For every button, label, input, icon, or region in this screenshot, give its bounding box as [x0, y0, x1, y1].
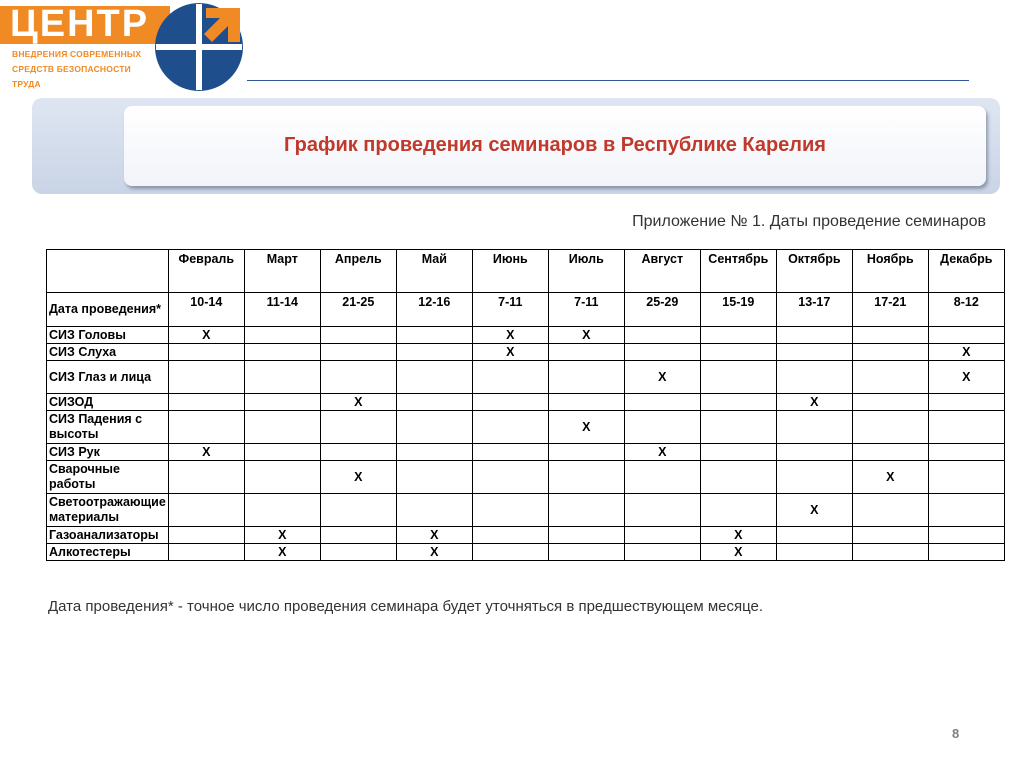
empty-cell	[472, 527, 548, 544]
empty-cell	[700, 411, 776, 444]
row-label: СИЗ Падения с высоты	[47, 411, 169, 444]
mark-cell: X	[700, 527, 776, 544]
mark-cell: X	[244, 544, 320, 561]
mark-cell: X	[320, 461, 396, 494]
date-cell: 13-17	[776, 293, 852, 327]
appendix-caption: Приложение № 1. Даты проведение семинаров	[632, 213, 986, 230]
empty-cell	[244, 394, 320, 411]
empty-cell	[320, 527, 396, 544]
mark-cell: X	[928, 344, 1004, 361]
empty-cell	[928, 444, 1004, 461]
mark-cell: X	[700, 544, 776, 561]
empty-cell	[776, 461, 852, 494]
empty-cell	[852, 327, 928, 344]
mark-cell: X	[928, 361, 1004, 394]
page-title: График проведения семинаров в Республике Карелия	[284, 134, 826, 156]
empty-cell	[168, 527, 244, 544]
month-header: Ноябрь	[852, 250, 928, 293]
empty-cell	[928, 494, 1004, 527]
table-row	[47, 327, 1005, 344]
table-row	[47, 344, 1005, 361]
empty-cell	[928, 544, 1004, 561]
empty-cell	[928, 394, 1004, 411]
empty-cell	[320, 361, 396, 394]
date-cell: 12-16	[396, 293, 472, 327]
empty-cell	[168, 394, 244, 411]
date-cell: 15-19	[700, 293, 776, 327]
mark-cell: X	[776, 494, 852, 527]
empty-cell	[776, 411, 852, 444]
row-label: СИЗОД	[47, 394, 169, 411]
empty-cell	[700, 327, 776, 344]
empty-cell	[396, 461, 472, 494]
date-cell: 17-21	[852, 293, 928, 327]
mark-cell: X	[320, 394, 396, 411]
empty-cell	[700, 394, 776, 411]
table-row	[47, 394, 1005, 411]
mark-cell: X	[776, 394, 852, 411]
empty-cell	[320, 344, 396, 361]
header-divider	[247, 80, 969, 81]
empty-cell	[928, 411, 1004, 444]
month-header: Декабрь	[928, 250, 1004, 293]
header-corner-cell	[47, 250, 169, 293]
empty-cell	[776, 527, 852, 544]
empty-cell	[624, 494, 700, 527]
empty-cell	[320, 411, 396, 444]
empty-cell	[700, 344, 776, 361]
row-label: СИЗ Головы	[47, 327, 169, 344]
date-cell: 25-29	[624, 293, 700, 327]
date-cell: 7-11	[472, 293, 548, 327]
empty-cell	[852, 394, 928, 411]
empty-cell	[396, 394, 472, 411]
empty-cell	[700, 494, 776, 527]
empty-cell	[320, 444, 396, 461]
empty-cell	[168, 411, 244, 444]
footnote: Дата проведения* - точное число проведения семинара будет уточняться в предшествующем месяце.	[48, 598, 764, 615]
empty-cell	[244, 327, 320, 344]
empty-cell	[852, 344, 928, 361]
empty-cell	[168, 361, 244, 394]
empty-cell	[244, 411, 320, 444]
row-label: Дата проведения*	[47, 293, 169, 327]
empty-cell	[776, 327, 852, 344]
seminar-schedule-table	[46, 249, 1005, 561]
logo-subtitle-line: ТРУДА	[12, 79, 41, 89]
month-header: Апрель	[320, 250, 396, 293]
logo-wordmark: ЦЕНТР	[10, 3, 150, 45]
month-header: Март	[244, 250, 320, 293]
empty-cell	[776, 361, 852, 394]
mark-cell: X	[396, 527, 472, 544]
empty-cell	[244, 444, 320, 461]
row-label: Сварочные работы	[47, 461, 169, 494]
empty-cell	[472, 394, 548, 411]
mark-cell: X	[244, 527, 320, 544]
empty-cell	[700, 461, 776, 494]
empty-cell	[548, 494, 624, 527]
logo-circle-icon	[154, 2, 244, 92]
empty-cell	[548, 361, 624, 394]
date-cell: 11-14	[244, 293, 320, 327]
month-header: Июнь	[472, 250, 548, 293]
empty-cell	[852, 444, 928, 461]
mark-cell: X	[548, 411, 624, 444]
empty-cell	[548, 461, 624, 494]
empty-cell	[852, 411, 928, 444]
empty-cell	[168, 344, 244, 361]
row-label: СИЗ Рук	[47, 444, 169, 461]
empty-cell	[624, 527, 700, 544]
table-row	[47, 411, 1005, 444]
empty-cell	[396, 494, 472, 527]
empty-cell	[548, 527, 624, 544]
mark-cell: X	[472, 344, 548, 361]
mark-cell: X	[168, 444, 244, 461]
empty-cell	[852, 494, 928, 527]
empty-cell	[396, 327, 472, 344]
empty-cell	[472, 494, 548, 527]
empty-cell	[852, 361, 928, 394]
row-label: Светоотражающие материалы	[47, 494, 169, 527]
empty-cell	[396, 444, 472, 461]
empty-cell	[700, 361, 776, 394]
mark-cell: X	[852, 461, 928, 494]
empty-cell	[548, 344, 624, 361]
date-cell: 7-11	[548, 293, 624, 327]
empty-cell	[320, 544, 396, 561]
table-row	[47, 461, 1005, 494]
row-label: Газоанализаторы	[47, 527, 169, 544]
empty-cell	[624, 327, 700, 344]
empty-cell	[472, 411, 548, 444]
empty-cell	[776, 544, 852, 561]
mark-cell: X	[548, 327, 624, 344]
empty-cell	[548, 444, 624, 461]
table-header-row	[47, 250, 1005, 293]
logo-subtitle-line: ВНЕДРЕНИЯ СОВРЕМЕННЫХ	[12, 49, 142, 59]
empty-cell	[168, 494, 244, 527]
table-row	[47, 444, 1005, 461]
empty-cell	[472, 444, 548, 461]
row-label: СИЗ Слуха	[47, 344, 169, 361]
empty-cell	[244, 344, 320, 361]
mark-cell: X	[624, 361, 700, 394]
table-row	[47, 494, 1005, 527]
empty-cell	[396, 344, 472, 361]
empty-cell	[320, 327, 396, 344]
page-number: 8	[952, 726, 960, 741]
empty-cell	[244, 494, 320, 527]
empty-cell	[928, 461, 1004, 494]
empty-cell	[624, 461, 700, 494]
empty-cell	[928, 327, 1004, 344]
table-row	[47, 361, 1005, 394]
empty-cell	[320, 494, 396, 527]
month-header: Февраль	[168, 250, 244, 293]
empty-cell	[852, 544, 928, 561]
date-cell: 8-12	[928, 293, 1004, 327]
empty-cell	[928, 527, 1004, 544]
company-logo	[0, 0, 250, 95]
month-header: Сентябрь	[700, 250, 776, 293]
row-label: Алкотестеры	[47, 544, 169, 561]
empty-cell	[548, 394, 624, 411]
empty-cell	[852, 527, 928, 544]
empty-cell	[700, 444, 776, 461]
table-row-dates	[47, 293, 1005, 327]
month-header: Август	[624, 250, 700, 293]
empty-cell	[472, 361, 548, 394]
row-label: СИЗ Глаз и лица	[47, 361, 169, 394]
empty-cell	[548, 544, 624, 561]
month-header: Май	[396, 250, 472, 293]
empty-cell	[624, 411, 700, 444]
date-cell: 21-25	[320, 293, 396, 327]
empty-cell	[168, 461, 244, 494]
mark-cell: X	[168, 327, 244, 344]
empty-cell	[396, 361, 472, 394]
month-header: Июль	[548, 250, 624, 293]
empty-cell	[624, 394, 700, 411]
table-row	[47, 527, 1005, 544]
empty-cell	[624, 544, 700, 561]
empty-cell	[472, 544, 548, 561]
mark-cell: X	[396, 544, 472, 561]
empty-cell	[244, 461, 320, 494]
month-header: Октябрь	[776, 250, 852, 293]
empty-cell	[244, 361, 320, 394]
mark-cell: X	[472, 327, 548, 344]
empty-cell	[396, 411, 472, 444]
empty-cell	[168, 544, 244, 561]
date-cell: 10-14	[168, 293, 244, 327]
empty-cell	[624, 344, 700, 361]
table-row	[47, 544, 1005, 561]
logo-subtitle-line: СРЕДСТВ БЕЗОПАСНОСТИ	[12, 64, 131, 74]
empty-cell	[776, 344, 852, 361]
empty-cell	[472, 461, 548, 494]
empty-cell	[776, 444, 852, 461]
mark-cell: X	[624, 444, 700, 461]
